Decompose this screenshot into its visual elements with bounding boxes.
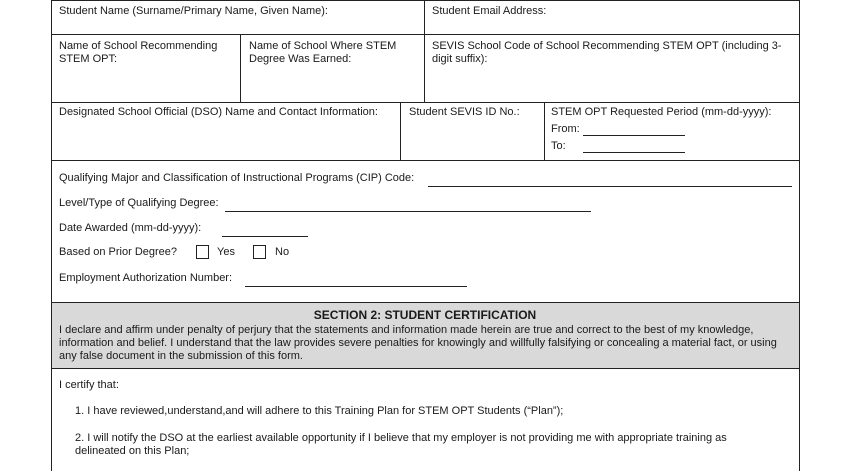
degree-level-field[interactable] — [225, 211, 591, 212]
sevis-id-field[interactable] — [401, 122, 543, 159]
yes-checkbox[interactable] — [196, 245, 209, 259]
dso-label: Designated School Official (DSO) Name and Contact Information: — [59, 106, 378, 118]
certify-item-1: 1. I have reviewed,understand,and will adhere to this Training Plan for STEM OPT Students (“Plan”); — [75, 405, 564, 417]
qualifying-major-label: Qualifying Major and Classification of Instructional Programs (CIP) Code: — [59, 172, 415, 184]
ead-field[interactable] — [245, 286, 467, 287]
school-recommending-field[interactable] — [52, 68, 239, 101]
school-recommending-label: Name of School Recommending STEM OPT: — [59, 40, 218, 65]
sevis-id-label: Student SEVIS ID No.: — [409, 106, 520, 118]
date-awarded-label: Date Awarded (mm-dd-yyyy): — [59, 222, 202, 234]
form-right-border — [799, 0, 800, 471]
declaration-text: I declare and affirm under penalty of perjury that the statements and information made herein are true and correct to the best of my knowledge, information and belief. I understand that the law provides severe penalties for knowingly and willfully falsifying or concealing a material fact, or using any false document in the submission of this form. — [59, 324, 777, 362]
student-email-field[interactable] — [425, 20, 798, 34]
yes-label: Yes — [217, 246, 235, 258]
form-top-border — [51, 0, 800, 1]
degree-level-label: Level/Type of Qualifying Degree: — [59, 197, 219, 209]
to-date-field[interactable] — [583, 152, 685, 153]
dso-field[interactable] — [52, 122, 399, 159]
prior-degree-label: Based on Prior Degree? — [59, 246, 178, 258]
sevis-school-code-field[interactable] — [425, 68, 798, 101]
sevis-school-code-label: SEVIS School Code of School Recommending STEM OPT (including 3-digit suffix): — [432, 40, 782, 65]
school-degree-field[interactable] — [241, 68, 423, 101]
student-name-label: Student Name (Surname/Primary Name, Given Name): — [59, 5, 328, 17]
school-degree-label: Name of School Where STEM Degree Was Earned: — [249, 40, 397, 65]
student-email-label: Student Email Address: — [432, 5, 547, 17]
no-label: No — [275, 246, 290, 258]
certify-intro: I certify that: — [59, 379, 119, 391]
date-awarded-field[interactable] — [222, 236, 308, 237]
ead-label: Employment Authorization Number: — [59, 272, 233, 284]
to-label: To: — [551, 140, 566, 152]
student-name-field[interactable] — [52, 20, 423, 34]
period-label: STEM OPT Requested Period (mm-dd-yyyy): — [551, 106, 772, 118]
no-checkbox[interactable] — [253, 245, 266, 259]
section2-title: SECTION 2: STUDENT CERTIFICATION — [313, 308, 537, 322]
certify-item-2: 2. I will notify the DSO at the earliest available opportunity if I believe that my employer is not providing me with appropriate training as delineated on this Plan; — [75, 432, 727, 457]
qualifying-major-field[interactable] — [428, 186, 792, 187]
from-label: From: — [551, 123, 580, 135]
from-date-field[interactable] — [583, 135, 685, 136]
